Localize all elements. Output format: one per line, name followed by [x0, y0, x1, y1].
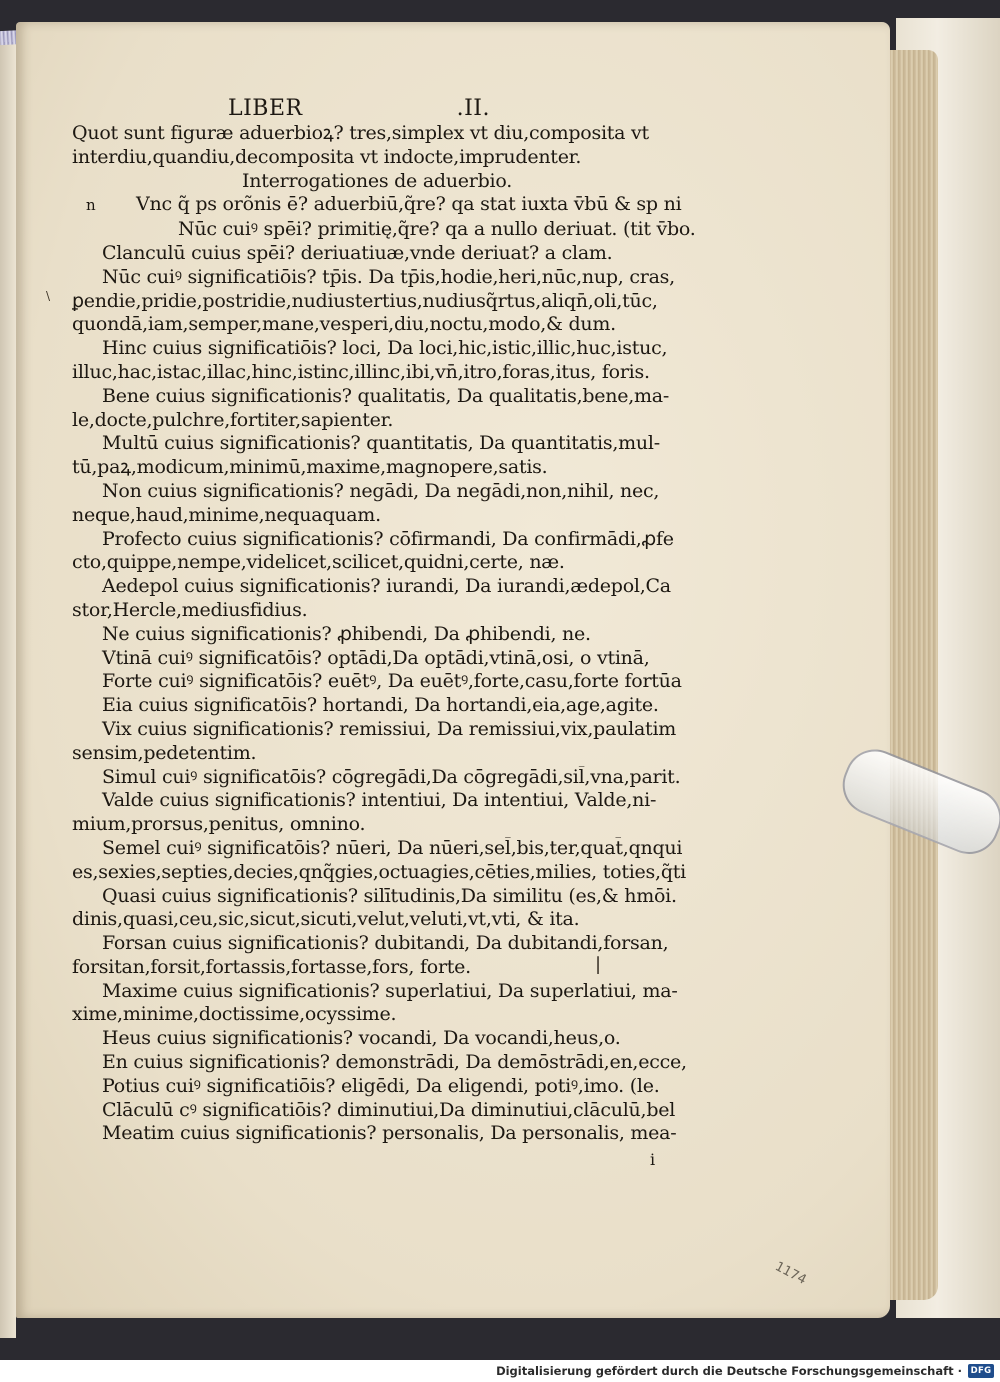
- text-line: sensim,pedetentim.: [72, 741, 257, 764]
- text-line: Heus cuius significationis? vocandi, Da vocandi,heus,o.: [102, 1027, 621, 1050]
- text-line: mium,prorsus,penitus, omnino.: [72, 813, 366, 836]
- text-line: dinis,quasi,ceu,sic,sicut,sicuti,velut,veluti,vt,vti, & ita.: [72, 908, 580, 931]
- text-line: Hinc cuius significatiōis? loci, Da loci,hic,istic,illic,huc,istuc,: [102, 337, 668, 360]
- text-line: neque,haud,minime,nequaquam.: [72, 503, 381, 526]
- text-line: Eia cuius significatōis? hortandi, Da hortandi,eia,age,agite.: [102, 694, 659, 717]
- text-line: cto,quippe,nempe,videlicet,scilicet,quidni,certe, næ.: [72, 551, 565, 574]
- text-line: Forsan cuius significationis? dubitandi, Da dubitandi,forsan,: [102, 932, 669, 955]
- text-line: forsitan,forsit,fortassis,fortasse,fors, forte.: [72, 955, 471, 978]
- text-line: Clanculū cuius spēi? deriuatiuæ,vnde deriuat? a clam.: [102, 241, 613, 264]
- text-line: Simul cuiꝰ significatōis? cōgregādi,Da cōgregādi,sil̄,vna,parit.: [102, 765, 681, 788]
- margin-mark: \: [46, 289, 51, 303]
- pencil-annotation: 1174: [772, 1259, 809, 1288]
- text-line: Bene cuius significationis? qualitatis, Da qualitatis,bene,ma-: [102, 384, 670, 407]
- text-line: Forte cuiꝰ significatōis? euētꝰ, Da euētꝰ,forte,casu,forte fortūa: [102, 670, 682, 693]
- text-line-with-initial: [72, 193, 722, 218]
- text-line: es,sexies,septies,decies,qnq̃gies,octuagies,cēties,milies, toties,q̃ti: [72, 860, 686, 883]
- text-line: Vtinā cuiꝰ significatōis? optādi,Da optādi,vtinā,osi, o vtinā,: [102, 646, 650, 669]
- page-text-block: [72, 96, 722, 1146]
- text-line: stor,Hercle,mediusfidius.: [72, 598, 308, 621]
- text-line: le,docte,pulchre,fortiter,sapienter.: [72, 408, 394, 431]
- text-line: Non cuius significationis? negādi, Da negādi,non,nihil, nec,: [102, 479, 660, 502]
- section-heading: Interrogationes de aduerbio.: [242, 169, 513, 192]
- text-line: Potius cuiꝰ significatiōis? eligēdi, Da eligendi, potiꝰ,imo. (le.: [102, 1074, 660, 1097]
- text-line: Semel cuiꝰ significatōis? nūeri, Da nūeri,sel̄,bis,ter,quat̄,qnqui: [102, 836, 683, 859]
- text-line: Quasi cuius significationis? silītudinis,Da similitu (es,& hmōi.: [102, 884, 677, 907]
- header-book-number: .II.: [456, 96, 490, 121]
- text-line: Ne cuius significationis? ꝓhibendi, Da ꝓhibendi, ne.: [102, 622, 591, 645]
- text-line: xime,minime,doctissime,ocyssime.: [72, 1003, 397, 1026]
- text-line: interdiu,quandiu,decomposita vt indocte,imprudenter.: [72, 145, 582, 168]
- text-line: illuc,hac,istac,illac,hinc,istinc,illinc,ibi,vn̄,itro,foras,itus, foris.: [72, 360, 650, 383]
- text-line: Vnc q̃ ps orõnis ē? aduerbiū,q̃re? qa stat iuxta v̄bū & sp ni: [136, 193, 682, 216]
- text-line: Nūc cuiꝰ significatiōis? tp̄is. Da tp̄is,hodie,heri,nūc,nup, cras,: [102, 265, 675, 288]
- text-line: Nūc cuiꝰ spēi? primitię,q̃re? qa a nullo deriuat. (tit v̄bo.: [178, 218, 696, 241]
- text-line: Vix cuius significationis? remissiui, Da remissiui,vix,paulatim: [102, 717, 677, 740]
- facing-page-edge: [0, 38, 16, 1338]
- dfg-logo-icon: DFG: [968, 1364, 994, 1378]
- text-line: quondā,iam,semper,mane,vesperi,diu,noctu,modo,& dum.: [72, 313, 616, 336]
- text-line: Maxime cuius significationis? superlatiui, Da superlatiui, ma-: [102, 979, 678, 1002]
- text-line: Quot sunt figuræ aduerbioꝝ? tres,simplex vt diu,composita vt: [72, 122, 649, 144]
- drop-initial-guide: n: [86, 196, 96, 215]
- text-line: Valde cuius significationis? intentiui, Da intentiui, Valde,ni-: [102, 789, 657, 812]
- printer-mark: |: [595, 954, 602, 975]
- text-line: Clāculū cꝰ significatiōis? diminutiui,Da diminutiui,clāculū,bel: [102, 1098, 676, 1121]
- text-line: Multū cuius significationis? quantitatis, Da quantitatis,mul-: [102, 432, 660, 455]
- text-line: En cuius significationis? demonstrādi, Da demōstrādi,en,ecce,: [102, 1051, 687, 1074]
- signature-mark: i: [650, 1150, 656, 1169]
- digitization-footer: [0, 1360, 1000, 1382]
- text-line: ꝑendie,pridie,postridie,nudiustertius,nudiusq̃rtus,aliqn̄,oli,tūc,: [72, 289, 658, 312]
- text-line: Profecto cuius significationis? cōfirmandi, Da confirmādi,ꝓfe: [102, 527, 674, 550]
- text-line: Meatim cuius significationis? personalis, Da personalis, mea-: [102, 1122, 677, 1145]
- header-title: LIBER: [228, 96, 303, 121]
- running-header: [72, 96, 722, 122]
- text-line: Aedepol cuius significationis? iurandi, Da iurandi,ædepol,Ca: [102, 575, 671, 598]
- text-line: tū,paꝝ,modicum,minimū,maxime,magnopere,satis.: [72, 456, 548, 479]
- footer-credit: Digitalisierung gefördert durch die Deutsche Forschungsgemeinschaft ·: [496, 1364, 962, 1378]
